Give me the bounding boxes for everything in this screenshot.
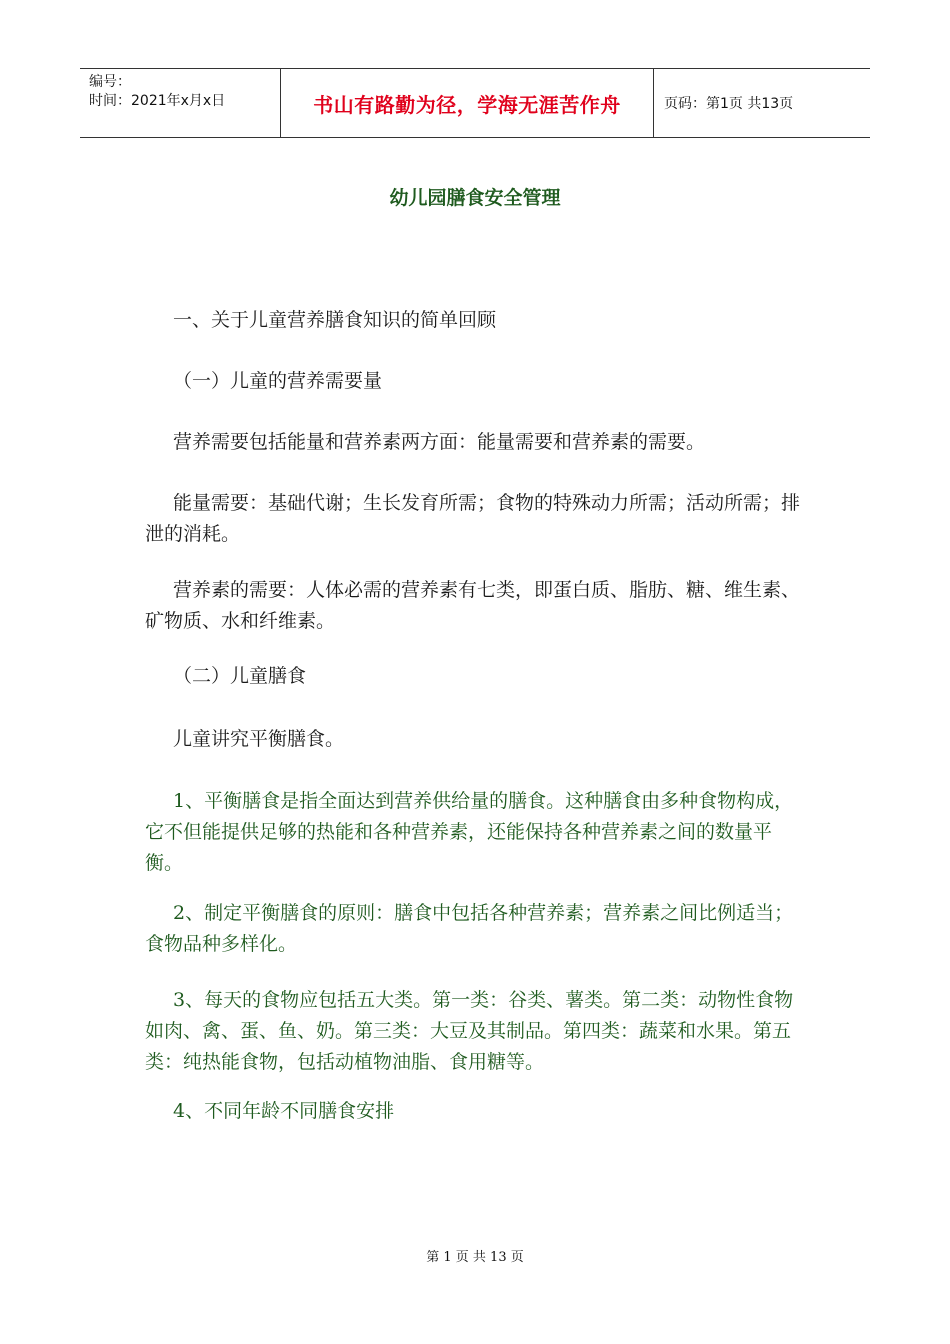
paragraph: 营养素的需要：人体必需的营养素有七类，即蛋白质、脂肪、糖、维生素、矿物质、水和纤维素。 xyxy=(145,579,801,632)
subsection-heading: （二）儿童膳食 xyxy=(173,665,307,687)
section-heading: 一、关于儿童营养膳食知识的简单回顾 xyxy=(173,309,497,331)
header-left-cell xyxy=(80,69,281,137)
document-title: 幼儿园膳食安全管理 xyxy=(389,187,561,209)
time-label: 时间：2021年x月x日 xyxy=(89,93,226,109)
numbered-paragraph: 4、不同年龄不同膳食安排 xyxy=(173,1100,395,1122)
paragraph: 儿童讲究平衡膳食。 xyxy=(173,728,345,750)
page-footer: 第 1 页 共 13 页 xyxy=(426,1250,524,1265)
paragraph: 营养需要包括能量和营养素两方面：能量需要和营养素的需要。 xyxy=(173,431,706,453)
paragraph: 能量需要：基础代谢；生长发育所需；食物的特殊动力所需；活动所需；排泄的消耗。 xyxy=(145,492,801,545)
page-header xyxy=(80,68,870,138)
number-label: 编号： xyxy=(89,74,131,90)
numbered-paragraph: 1、平衡膳食是指全面达到营养供给量的膳食。这种膳食由多种食物构成，它不但能提供足够的热能和各种营养素，还能保持各种营养素之间的数量平衡。 xyxy=(145,790,794,874)
subsection-heading: （一）儿童的营养需要量 xyxy=(173,370,383,392)
header-motto: 书山有路勤为径，学海无涯苦作舟 xyxy=(281,69,654,137)
numbered-paragraph: 2、制定平衡膳食的原则：膳食中包括各种营养素；营养素之间比例适当；食物品种多样化。 xyxy=(145,902,794,955)
numbered-paragraph: 3、每天的食物应包括五大类。第一类：谷类、薯类。第二类：动物性食物如肉、禽、蛋、鱼、奶。第三类：大豆及其制品。第四类：蔬菜和水果。第五类：纯热能食物，包括动植物油脂、食用糖等。 xyxy=(145,989,794,1073)
header-page-label: 页码：第1页 共13页 xyxy=(664,96,794,112)
